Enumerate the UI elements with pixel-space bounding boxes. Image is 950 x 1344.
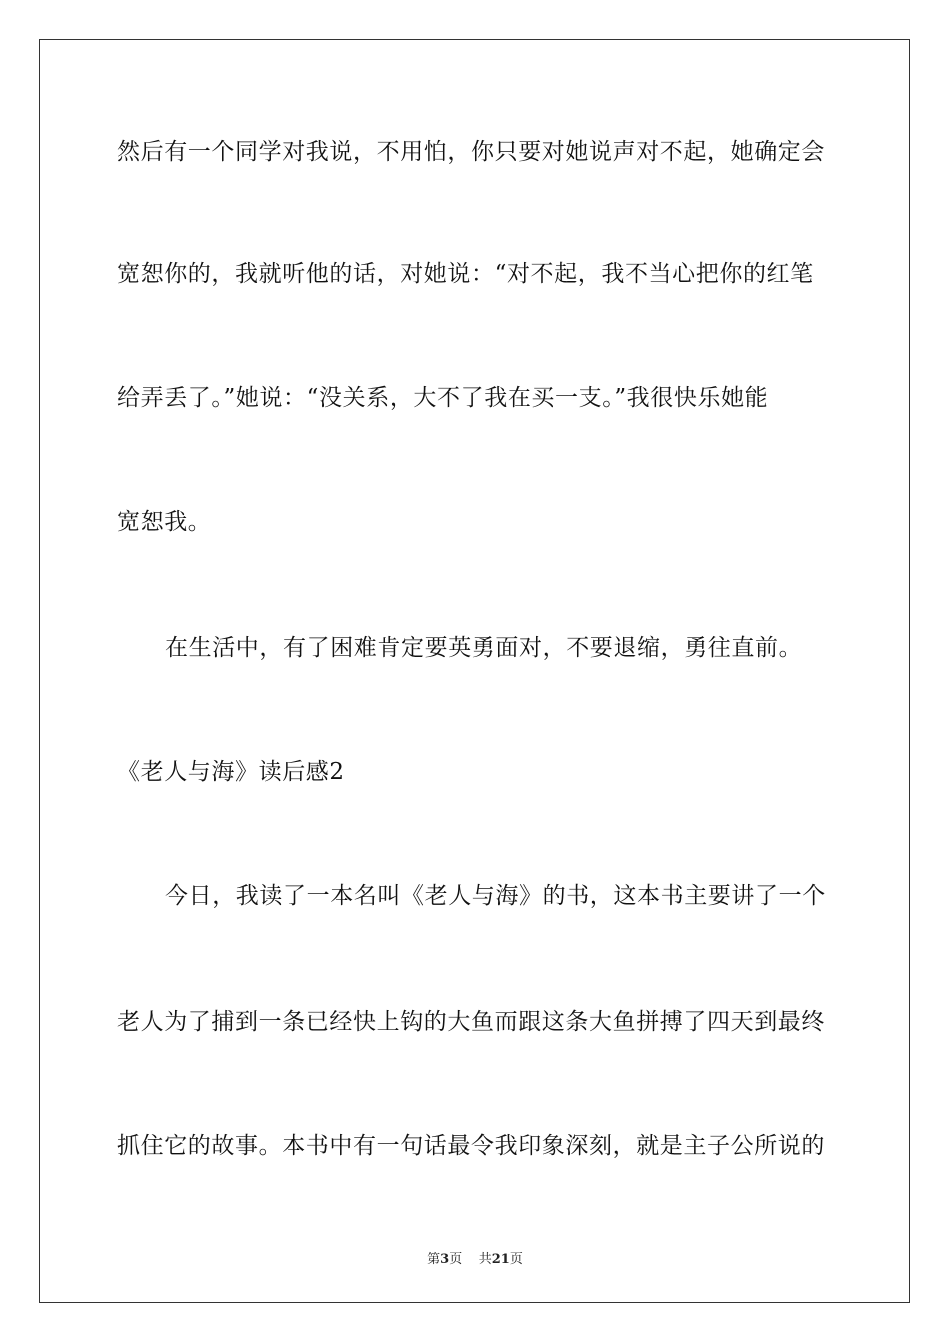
page-footer bbox=[0, 1248, 950, 1267]
footer-total-suffix: 页 bbox=[509, 1252, 523, 1267]
paragraph-conclusion: 在生活中，有了困难肯定要英勇面对，不要退缩，勇往直前。 bbox=[165, 635, 803, 661]
body-line-9: 抓住它的故事。本书中有一句话最令我印象深刻，就是主子公所说的 bbox=[117, 1133, 825, 1159]
section-heading: 《老人与海》读后感2 bbox=[117, 759, 345, 785]
footer-total-pages: 21 bbox=[491, 1252, 510, 1267]
footer-page-suffix: 页 bbox=[449, 1252, 463, 1267]
body-line-4: 宽恕我。 bbox=[117, 509, 212, 535]
footer-total-prefix: 共 bbox=[478, 1252, 492, 1267]
body-line-7: 今日，我读了一本名叫《老人与海》的书，这本书主要讲了一个 bbox=[165, 883, 826, 909]
body-line-3: 给弄丢了。”她说：“没关系，大不了我在买一支。”我很快乐她能 bbox=[117, 385, 769, 411]
footer-page-number: 3 bbox=[440, 1252, 450, 1267]
body-line-2: 宽恕你的，我就听他的话，对她说：“对不起，我不当心把你的红笔 bbox=[117, 261, 814, 287]
body-line-8: 老人为了捕到一条已经快上钩的大鱼而跟这条大鱼拼搏了四天到最终 bbox=[117, 1009, 825, 1035]
body-line-1: 然后有一个同学对我说，不用怕，你只要对她说声对不起，她确定会 bbox=[117, 139, 825, 165]
footer-page-prefix: 第 bbox=[427, 1252, 441, 1267]
page-border bbox=[39, 39, 910, 1303]
